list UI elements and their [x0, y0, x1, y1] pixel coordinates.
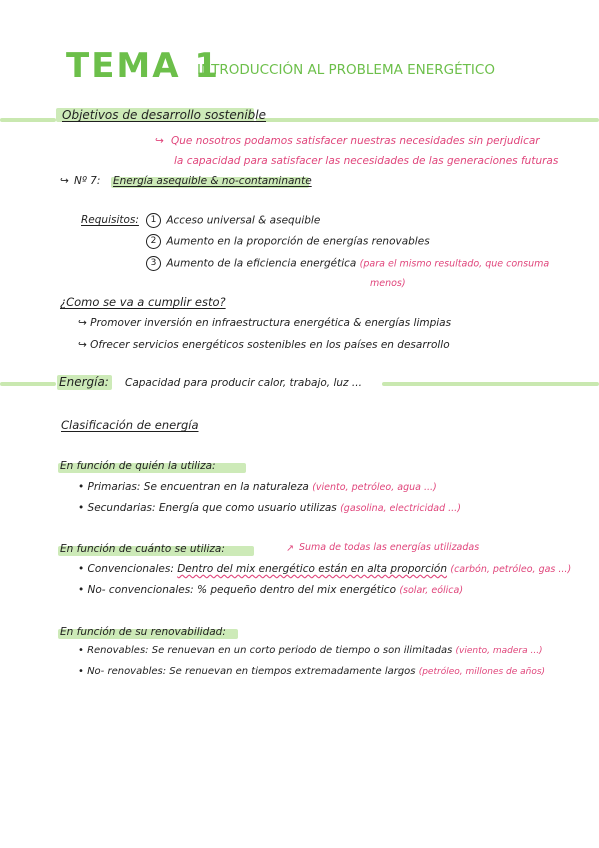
requisito-item-2 — [146, 234, 430, 249]
bullet-icon: • — [78, 666, 88, 677]
arrow-icon: ↪ — [78, 339, 91, 351]
arrow-icon: ↪ — [155, 135, 164, 147]
annotation-arrow-icon: ↗ — [286, 543, 294, 554]
definition-line-1: Que nosotros podamos satisfacer nuestras necesidades sin perjudicar — [171, 135, 540, 147]
list-item: • No- renovables: Se renuevan en tiempos extremadamente largos (petróleo, millones de años) — [78, 666, 546, 677]
requisito-text-2: Aumento en la proporción de energías renovables — [166, 235, 430, 248]
n7-text: Energía asequible & no-contaminante — [113, 175, 312, 187]
list-item: • Renovables: Se renuevan en un corto periodo de tiempo o son ilimitadas (viento, madera ...) — [78, 645, 543, 656]
list-item: • No- convencionales: % pequeño dentro del mix energético (solar, eólica) — [78, 584, 464, 596]
section-bar-left — [0, 382, 56, 386]
page-subtitle: INTRODUCCIÓN AL PROBLEMA ENERGÉTICO — [197, 62, 495, 78]
clasificacion-heading: Clasificación de energía — [61, 418, 199, 432]
page-title: TEMA 1 — [66, 46, 221, 86]
bullet-icon: • — [78, 645, 88, 656]
requisito-note-3: (para el mismo resultado, que consuma — [359, 258, 550, 270]
list-item: • Secundarias: Energía que como usuario utilizas (gasolina, electricidad ...) — [78, 502, 461, 514]
requisito-text-1: Acceso universal & asequible — [166, 214, 321, 227]
list-item: • Convencionales: Dentro del mix energético están en alta proporción (carbón, petróleo, gas ...) — [78, 563, 572, 575]
group-title-3: En función de su renovabilidad: — [60, 626, 226, 638]
bullet-icon: • — [78, 502, 88, 514]
section-heading-objetivos: Objetivos de desarrollo sostenible — [62, 108, 266, 122]
como-item-1: ↪ Promover inversión en infraestructura energética & energías limpias — [78, 317, 452, 329]
requisitos-label: Requisitos: — [81, 214, 139, 226]
number-circle-1: 1 — [146, 213, 161, 228]
list-item: • Primarias: Se encuentran en la naturaleza (viento, petróleo, agua ...) — [78, 481, 437, 493]
arrow-icon: ↪ — [60, 175, 69, 187]
n7-label: Nº 7: — [74, 175, 101, 187]
section-bar-left — [0, 118, 56, 122]
energia-label: Energía: — [59, 375, 109, 389]
energia-definition: Capacidad para producir calor, trabajo, luz ... — [125, 377, 362, 389]
bullet-icon: • — [78, 563, 88, 575]
number-circle-2: 2 — [146, 234, 161, 249]
definition-line-2: la capacidad para satisfacer las necesidades de las generaciones futuras — [174, 155, 559, 167]
question-heading: ¿Como se va a cumplir esto? — [60, 295, 226, 309]
requisito-item-1 — [146, 213, 320, 228]
number-circle-3: 3 — [146, 256, 161, 271]
requisito-text-3: Aumento de la eficiencia energética — [166, 257, 357, 270]
requisito-note-cont: menos) — [370, 278, 406, 289]
group-annotation: Suma de todas las energías utilizadas — [299, 542, 480, 553]
section-bar-right — [256, 118, 599, 122]
como-item-2: ↪ Ofrecer servicios energéticos sostenibles en los países en desarrollo — [78, 339, 450, 351]
bullet-icon: • — [78, 584, 88, 596]
group-title-1: En función de quién la utiliza: — [60, 460, 216, 472]
bullet-icon: • — [78, 481, 88, 493]
section-bar-right — [382, 382, 599, 386]
requisito-item-3 — [146, 256, 549, 271]
group-title-2: En función de cuánto se utiliza: — [60, 543, 225, 555]
arrow-icon: ↪ — [78, 317, 91, 329]
